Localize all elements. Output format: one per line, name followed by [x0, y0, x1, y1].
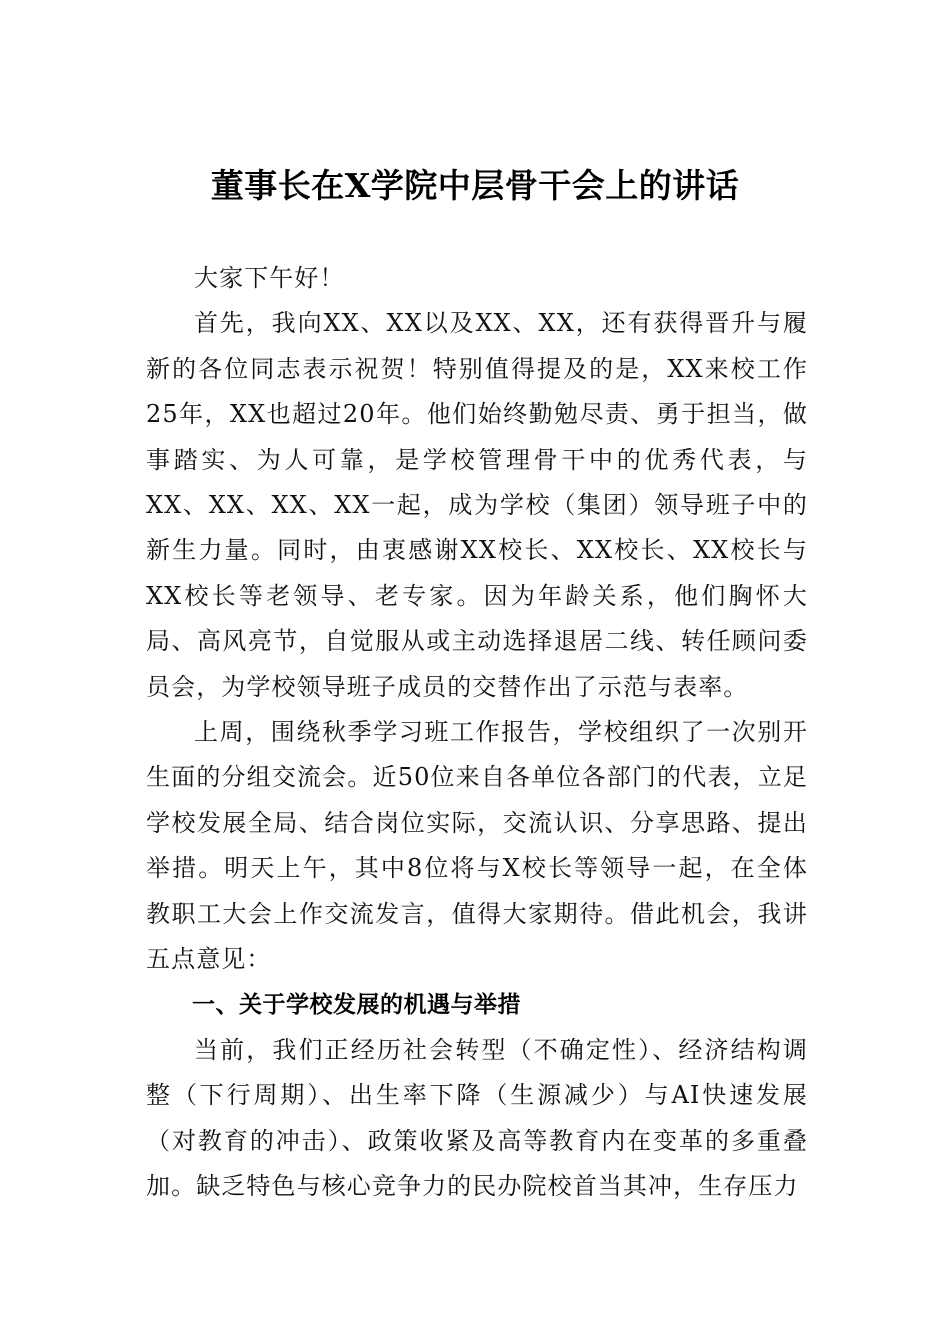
document-body [146, 256, 808, 1210]
section-heading: 一、关于学校发展的机遇与举措 [192, 991, 521, 1018]
section-paragraph: 当前，我们正经历社会转型（不确定性）、经济结构调整（下行周期）、出生率下降（生源减少）与AI快速发展（对教育的冲击）、政策收紧及高等教育内在变革的多重叠加。缺乏特色与核心竞争力的民办院校首当其冲，生存压力 [146, 1035, 808, 1201]
body-paragraph: 上周，围绕秋季学习班工作报告，学校组织了一次别开生面的分组交流会。近50位来自各单位各部门的代表，立足学校发展全局、结合岗位实际，交流认识、分享思路、提出举措。明天上午，其中8位将与X校长等领导一起，在全体教职工大会上作交流发言，值得大家期待。借此机会，我讲五点意见： [146, 718, 808, 974]
greeting-paragraph: 大家下午好！ [194, 264, 345, 292]
document-title: 董事长在X学院中层骨干会上的讲话 [210, 166, 740, 205]
body-paragraph: 首先，我向XX、XX以及XX、XX，还有获得晋升与履新的各位同志表示祝贺！特别值得提及的是，XX来校工作25年，XX也超过20年。他们始终勤勉尽责、勇于担当，做事踏实、为人可靠，是学校管理骨干中的优秀代表，与XX、XX、XX、XX一起，成为学校（集团）领导班子中的新生力量。同时，由衷感谢XX校长、XX校长、XX校长与XX校长等老领导、老专家。因为年龄关系，他们胸怀大局、高风亮节，自觉服从或主动选择退居二线、转任顾问委员会，为学校领导班子成员的交替作出了示范与表率。 [146, 309, 808, 701]
